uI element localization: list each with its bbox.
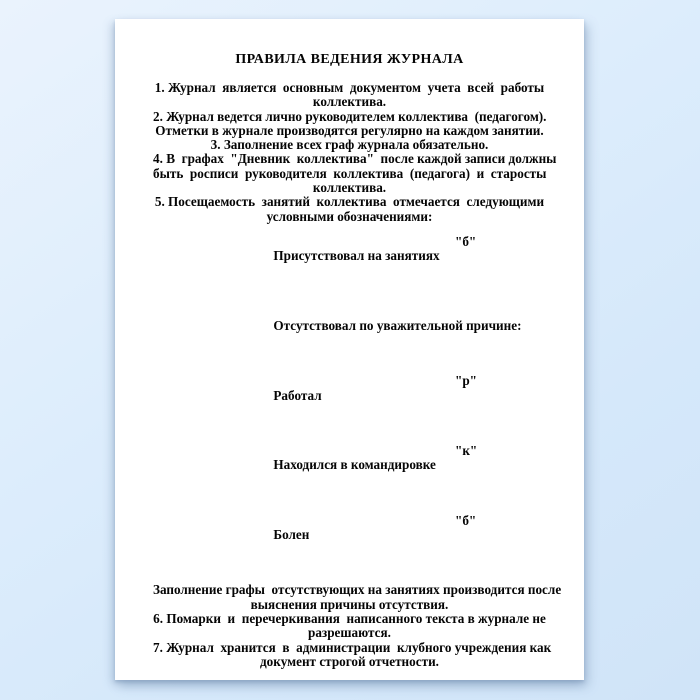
- doc-line: 2. Журнал ведется лично руководителем коллектива (педагогом).: [153, 108, 547, 124]
- attendance-label: Болен: [273, 527, 310, 543]
- rule-paragraph-4: [153, 151, 557, 196]
- attendance-row: [153, 444, 546, 501]
- attendance-code: "б": [455, 512, 477, 528]
- attendance-row: [153, 374, 546, 431]
- document-title: ПРАВИЛА ВЕДЕНИЯ ЖУРНАЛА: [235, 52, 464, 67]
- attendance-code: "б": [455, 233, 477, 249]
- document-page: [115, 19, 584, 680]
- attendance-row: [153, 305, 546, 362]
- doc-line: 5. Посещаемость занятий коллектива отмечается следующими: [154, 194, 545, 210]
- attendance-label: Отсутствовал по уважительной причине:: [273, 317, 522, 333]
- doc-line: 7. Журнал хранится в администрации клубного учреждения как: [153, 639, 552, 655]
- doc-line: разрешаются.: [308, 625, 391, 641]
- rule-paragraph-1: [153, 81, 546, 110]
- doc-line: быть росписи руководителя коллектива (педагога) и старосты: [153, 165, 547, 181]
- rule-paragraph-6: [153, 612, 546, 641]
- attendance-code: "р": [455, 373, 477, 389]
- attendance-label: Работал: [273, 387, 322, 403]
- doc-line: выяснения причины отсутствия.: [250, 596, 449, 612]
- attendance-code: "к": [455, 443, 478, 459]
- doc-line: 4. В графах "Дневник коллектива" после каждой записи должны: [153, 151, 557, 167]
- rule-paragraph-7: [153, 639, 552, 670]
- closing-rules: [153, 582, 562, 669]
- doc-line: Отметки в журнале производятся регулярно на каждом занятии.: [155, 122, 544, 138]
- attendance-row: [153, 514, 546, 571]
- attendance-codes-list: [153, 235, 546, 571]
- doc-line: условными обозначениями:: [266, 208, 433, 224]
- rule-paragraph-3: [153, 138, 546, 152]
- attendance-row: [153, 235, 546, 292]
- doc-line: коллектива.: [312, 94, 387, 110]
- doc-line: 1. Журнал является основным документом учета всей работы: [154, 80, 545, 95]
- rule-paragraph-5: [153, 195, 546, 224]
- attendance-label: Присутствовал на занятиях: [273, 248, 440, 264]
- attendance-label: Находился в командировке: [273, 457, 436, 473]
- doc-line: 6. Помарки и перечеркивания написанного текста в журнале не: [153, 611, 546, 626]
- doc-line: Заполнение графы отсутствующих на занятиях производится после: [153, 582, 562, 598]
- doc-line: коллектива.: [312, 180, 387, 196]
- rule-paragraph-2: [153, 110, 546, 139]
- doc-line: 3. Заполнение всех граф журнала обязательно.: [210, 137, 489, 153]
- doc-line: документ строгой отчетности.: [260, 653, 439, 669]
- rule-paragraph-absence-note: [153, 582, 562, 612]
